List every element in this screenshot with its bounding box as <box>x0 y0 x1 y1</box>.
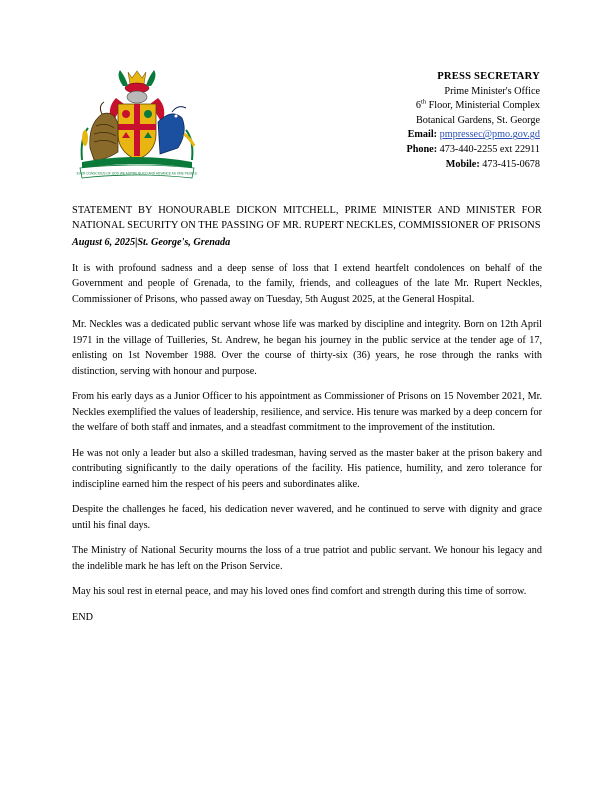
email-link[interactable]: pmpressec@pmo.gov.gd <box>439 129 540 141</box>
email-line <box>280 128 540 143</box>
paragraph: The Ministry of National Security mourns the loss of a true patriot and public servant. We honour his legacy and the indelible mark he has left on the Prison Service. <box>72 545 542 572</box>
grenada-coat-of-arms-icon <box>76 68 198 180</box>
phone-label: Phone: <box>406 143 438 155</box>
press-secretary-title: PRESS SECRETARY <box>437 71 540 82</box>
paragraph: From his early days as a Junior Officer to his appointment as Commissioner of Prisons on 15 November 2021, Mr. Neckles exemplified the values of leadership, resilience, and service. His tenure was marked by a deep concern for the welfare of both staff and inmates, and a steadfast commitment to the improvement of the institution. <box>72 391 542 434</box>
floor-line <box>280 99 540 114</box>
phone-line <box>280 143 540 158</box>
address-line: Botanical Gardens, St. George <box>415 114 540 126</box>
svg-text:EVER CONSCIOUS OF GOD WE ASPIR: EVER CONSCIOUS OF GOD WE ASPIRE BUILD AND ADVANCE AS ONE PEOPLE <box>76 171 198 176</box>
dateline: August 6, 2025|St. George's, Grenada <box>72 237 231 249</box>
paragraph: Mr. Neckles was a dedicated public servant whose life was marked by discipline and integrity. Born on 12th April 1971 in the village of Tuilleries, St. Andrew, he began his journey in the public service at the tender age of 17, enlisting on 1st November 1988. Over the course of thirty-six (36) years, he rose through the ranks with distinction, serving with honour and purpose. <box>72 319 542 377</box>
floor-number: 6 <box>415 100 422 112</box>
paragraph: May his soul rest in eternal peace, and may his loved ones find comfort and strength during this time of sorrow. <box>72 586 527 598</box>
paragraph: Despite the challenges he faced, his dedication never wavered, and he continued to serve with dignity and grace until his final days. <box>72 504 542 531</box>
statement <box>72 203 542 625</box>
floor-rest: Floor, Ministerial Complex <box>426 100 540 112</box>
floor-superscript: th <box>421 98 427 106</box>
phone-value: 473-440-2255 ext 22911 <box>439 143 540 155</box>
email-label: Email: <box>407 129 438 141</box>
mobile-line <box>280 158 540 173</box>
mobile-label: Mobile: <box>445 158 480 170</box>
office-line: Prime Minister's Office <box>444 85 540 97</box>
paragraph: It is with profound sadness and a deep sense of loss that I extend heartfelt condolences on behalf of the Government and people of Grenada, to the family, friends, and colleagues of the late Mr. Rupert Neckles, Commissioner of Prisons, who passed away on Tuesday, 5th August 2025, at the General Hospital. <box>72 262 542 305</box>
letterhead <box>280 70 540 172</box>
mobile-value: 473-415-0678 <box>482 158 540 170</box>
end-marker: END <box>72 611 93 623</box>
paragraph: He was not only a leader but also a skilled tradesman, having served as the master baker at the prison bakery and contributing significantly to the daily operations of the facility. His patience, humility, and zero tolerance for indiscipline earned him the respect of his peers and subordinates alike. <box>72 447 542 490</box>
statement-heading: STATEMENT BY HONOURABLE DICKON MITCHELL, PRIME MINISTER AND MINISTER FOR NATIONAL SECURITY ON THE PASSING OF MR. RUPERT NECKLES, COMMISSIONER OF PRISONS <box>72 205 542 232</box>
